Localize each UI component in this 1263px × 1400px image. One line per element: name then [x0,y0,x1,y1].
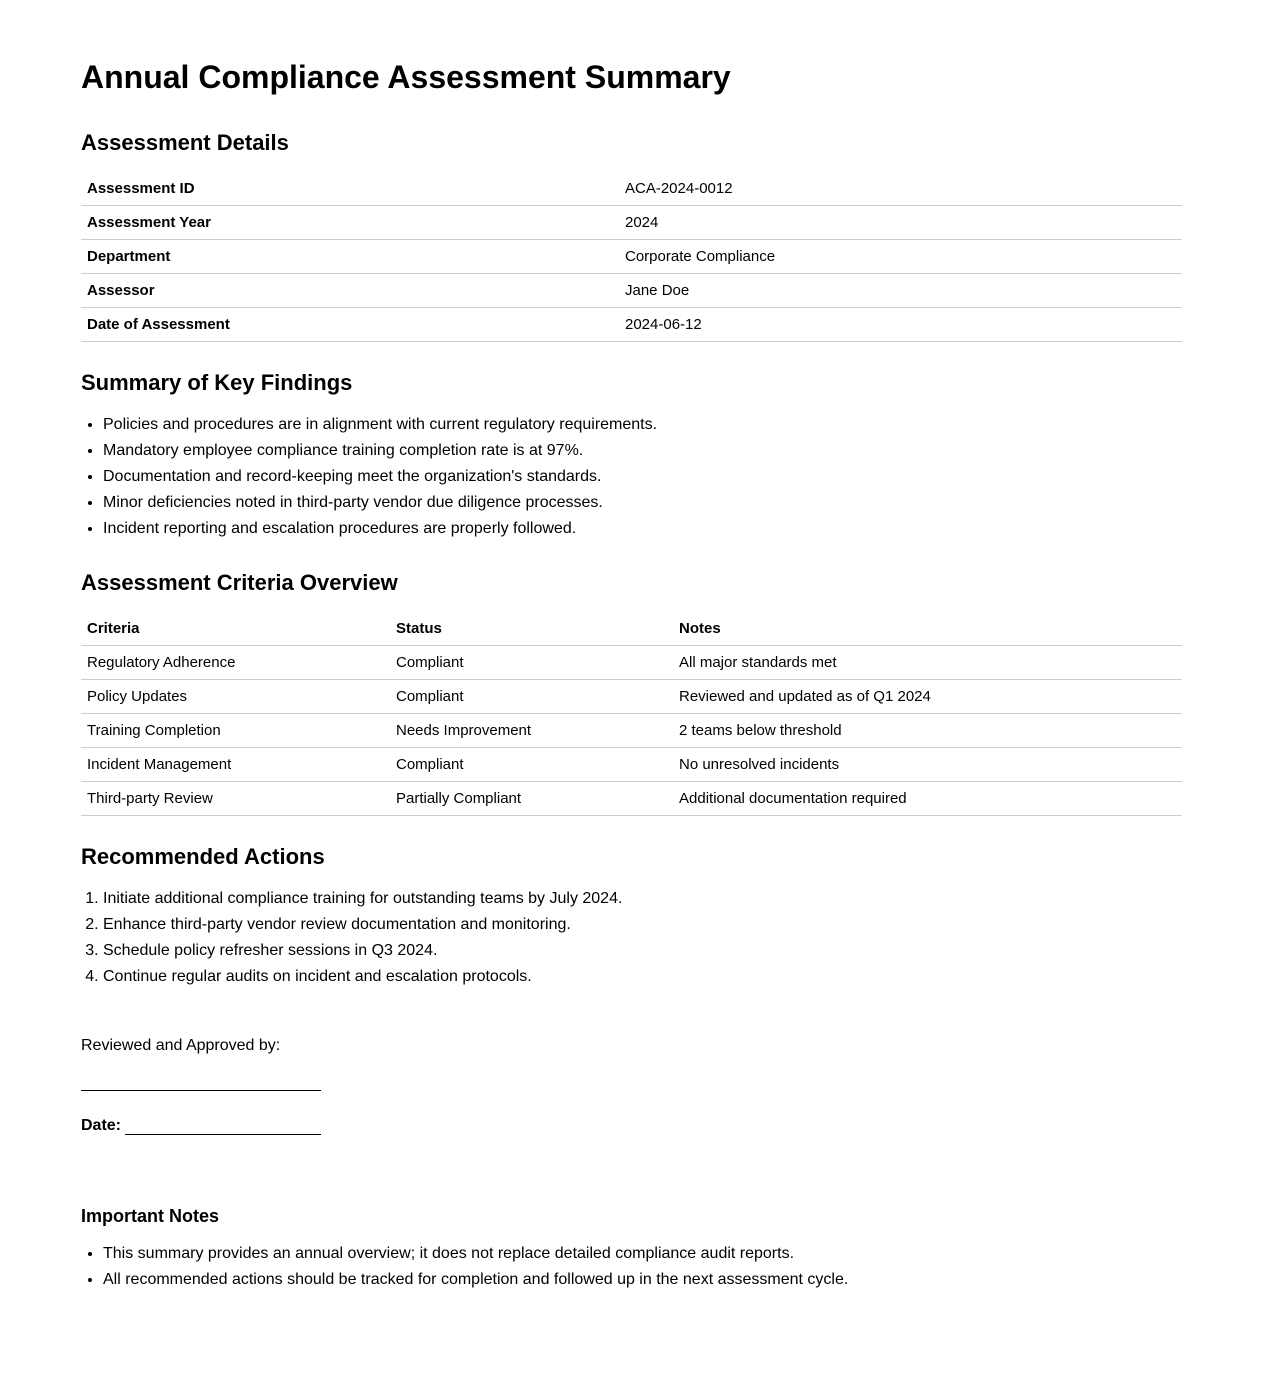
table-row [81,646,1182,680]
notes-cell: No unresolved incidents [673,748,1182,782]
status-cell: Compliant [390,680,673,714]
detail-value: 2024 [619,206,1182,240]
detail-label: Date of Assessment [81,308,619,342]
detail-label: Assessment ID [81,172,619,206]
date-line [125,1120,321,1135]
notes-cell: Additional documentation required [673,782,1182,816]
recommended-actions-list [81,886,1182,990]
detail-value: 2024-06-12 [619,308,1182,342]
detail-value: Jane Doe [619,274,1182,308]
criteria-overview-table [81,612,1182,816]
approval-date-row [81,1117,1182,1135]
criteria-cell: Policy Updates [81,680,390,714]
table-row [81,680,1182,714]
important-notes-heading: Important Notes [81,1206,220,1226]
column-header-notes: Notes [673,612,1182,646]
table-row [81,714,1182,748]
detail-value: ACA-2024-0012 [619,172,1182,206]
list-item: • Policies and procedures are in alignment with current regulatory requirements. [103,412,1182,438]
criteria-cell: Regulatory Adherence [81,646,390,680]
key-findings-list [81,412,1182,542]
status-cell: Partially Compliant [390,782,673,816]
status-cell: Compliant [390,646,673,680]
list-item: 2. Enhance third-party vendor review documentation and monitoring. [103,912,1182,938]
list-item: • Documentation and record-keeping meet the organization's standards. [103,464,1182,490]
criteria-cell: Third-party Review [81,782,390,816]
status-cell: Compliant [390,748,673,782]
list-item: • Incident reporting and escalation procedures are properly followed. [103,516,1182,542]
table-row [81,782,1182,816]
approval-date-label: Date: [81,1117,122,1134]
recommended-actions-heading: Recommended Actions [81,844,325,869]
list-item: • All recommended actions should be tracked for completion and followed up in the next assessment cycle. [103,1267,1182,1293]
list-item: • Mandatory employee compliance training completion rate is at 97%. [103,438,1182,464]
column-header-status: Status [390,612,673,646]
approval-label: Reviewed and Approved by: [81,1037,281,1054]
important-notes-list [81,1241,1182,1293]
table-row [81,274,1182,308]
list-item: • Minor deficiencies noted in third-party vendor due diligence processes. [103,490,1182,516]
notes-cell: 2 teams below threshold [673,714,1182,748]
table-row [81,172,1182,206]
status-cell: Needs Improvement [390,714,673,748]
notes-cell: Reviewed and updated as of Q1 2024 [673,680,1182,714]
detail-value: Corporate Compliance [619,240,1182,274]
detail-label: Assessment Year [81,206,619,240]
assessment-details-heading: Assessment Details [81,130,289,155]
detail-label: Assessor [81,274,619,308]
table-row [81,206,1182,240]
list-item: 4. Continue regular audits on incident and escalation protocols. [103,964,1182,990]
column-header-criteria: Criteria [81,612,390,646]
criteria-cell: Training Completion [81,714,390,748]
signature-line [81,1089,321,1091]
list-item: 1. Initiate additional compliance training for outstanding teams by July 2024. [103,886,1182,912]
table-row [81,308,1182,342]
notes-cell: All major standards met [673,646,1182,680]
detail-label: Department [81,240,619,274]
table-header-row [81,612,1182,646]
table-row [81,748,1182,782]
criteria-overview-heading: Assessment Criteria Overview [81,570,398,595]
table-row [81,240,1182,274]
criteria-cell: Incident Management [81,748,390,782]
list-item: 3. Schedule policy refresher sessions in Q3 2024. [103,938,1182,964]
assessment-details-table [81,172,1182,342]
key-findings-heading: Summary of Key Findings [81,370,353,395]
list-item: • This summary provides an annual overview; it does not replace detailed compliance audit reports. [103,1241,1182,1267]
page-title: Annual Compliance Assessment Summary [81,59,731,95]
